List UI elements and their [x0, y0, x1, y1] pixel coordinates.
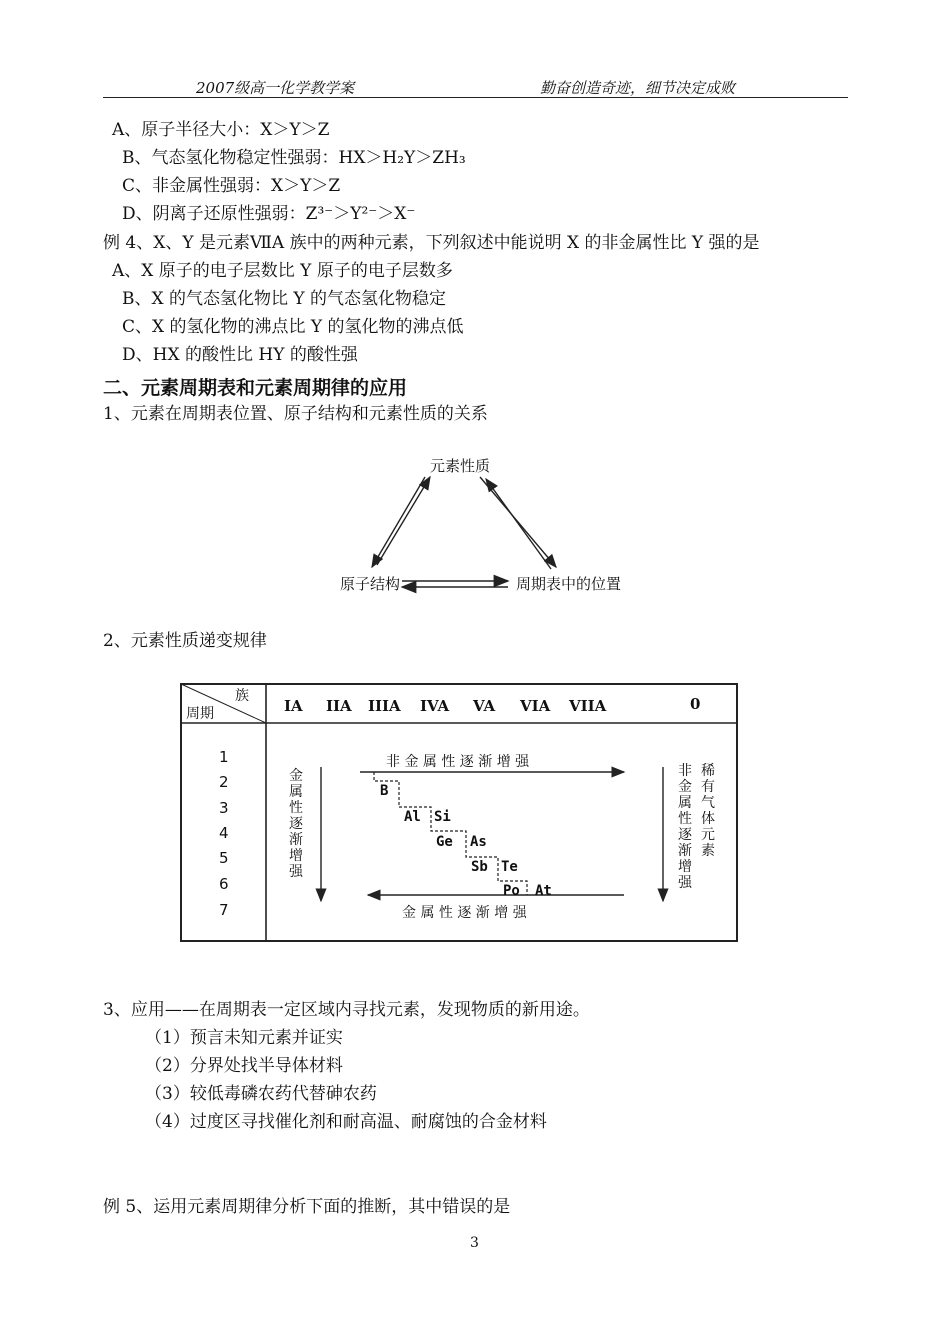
- period-5: 5: [219, 849, 229, 867]
- group-viia: VIIA: [569, 697, 607, 715]
- bottom-arrow-label: 金 属 性 逐 渐 增 强: [402, 905, 527, 921]
- application-2: （2）分界处找半导体材料: [145, 1056, 343, 1076]
- group-zero: 0: [690, 695, 701, 713]
- diagram-node-structure: 原子结构: [340, 575, 401, 593]
- group-va: VA: [473, 697, 496, 715]
- element-te: Te: [501, 859, 518, 875]
- header-right: 勤奋创造奇迹，细节决定成败: [540, 79, 736, 97]
- period-4: 4: [219, 824, 229, 842]
- table-corner-group: 族: [235, 688, 249, 704]
- section2-title: 二、元素周期表和元素周期律的应用: [103, 377, 408, 399]
- noble-gas-label: 稀有气体元素: [701, 763, 715, 859]
- left-vertical-label: 金属性逐渐增强: [289, 768, 303, 880]
- group-via: VIA: [520, 697, 551, 715]
- element-at: At: [535, 883, 552, 899]
- period-1: 1: [219, 748, 229, 766]
- periodic-trends-table: [180, 683, 738, 942]
- element-po: Po: [503, 883, 520, 899]
- application-4: （4）过度区寻找催化剂和耐高温、耐腐蚀的合金材料: [145, 1112, 547, 1132]
- section2-item1: 1、元素在周期表位置、原子结构和元素性质的关系: [103, 404, 488, 424]
- header-rule: [103, 97, 848, 98]
- prev-option-c: C、非金属性强弱：X＞Y＞Z: [122, 176, 341, 196]
- element-as: As: [470, 834, 487, 850]
- period-3: 3: [219, 799, 229, 817]
- example4-option-d: D、HX 的酸性比 HY 的酸性强: [122, 345, 358, 365]
- example4-option-a: A、X 原子的电子层数比 Y 原子的电子层数多: [112, 261, 453, 281]
- example4-option-c: C、X 的氢化物的沸点比 Y 的氢化物的沸点低: [122, 317, 464, 337]
- application-1: （1）预言未知元素并证实: [145, 1028, 343, 1048]
- period-2: 2: [219, 773, 229, 791]
- group-iia: IIA: [326, 697, 352, 715]
- element-b: B: [380, 783, 389, 799]
- example4-option-b: B、X 的气态氢化物比 Y 的气态氢化物稳定: [122, 289, 447, 309]
- period-7: 7: [219, 901, 229, 919]
- prev-option-d: D、阴离子还原性强弱：Z³⁻＞Y²⁻＞X⁻: [122, 204, 416, 224]
- prev-option-b: B、气态氢化物稳定性强弱：HX＞H₂Y＞ZH₃: [122, 148, 466, 168]
- diagram-node-position: 周期表中的位置: [516, 575, 622, 593]
- right-vertical-label: 非金属性逐渐增强: [678, 763, 692, 891]
- element-si: Si: [434, 809, 451, 825]
- page-number: 3: [470, 1235, 479, 1251]
- top-arrow-label: 非 金 属 性 逐 渐 增 强: [386, 754, 530, 770]
- application-3: （3）较低毒磷农药代替砷农药: [145, 1084, 377, 1104]
- header-left: 2007级高一化学教学案: [196, 79, 355, 97]
- diagram-node-properties: 元素性质: [430, 457, 491, 475]
- example4-question: 例 4、X、Y 是元素ⅦA 族中的两种元素，下列叙述中能说明 X 的非金属性比 Y 强的是: [103, 233, 760, 253]
- element-ge: Ge: [436, 834, 453, 850]
- section2-item3: 3、应用——在周期表一定区域内寻找元素，发现物质的新用途。: [103, 1000, 590, 1020]
- element-al: Al: [404, 809, 421, 825]
- example5-question: 例 5、运用元素周期律分析下面的推断，其中错误的是: [103, 1197, 511, 1217]
- period-6: 6: [219, 875, 229, 893]
- relationship-diagram: [330, 445, 620, 605]
- group-iva: IVA: [420, 697, 450, 715]
- section2-item2: 2、元素性质递变规律: [103, 631, 267, 651]
- element-sb: Sb: [471, 859, 488, 875]
- group-ia: IA: [284, 697, 303, 715]
- table-corner-period: 周期: [186, 706, 214, 722]
- group-iiia: IIIA: [368, 697, 401, 715]
- prev-option-a: A、原子半径大小：X＞Y＞Z: [112, 120, 330, 140]
